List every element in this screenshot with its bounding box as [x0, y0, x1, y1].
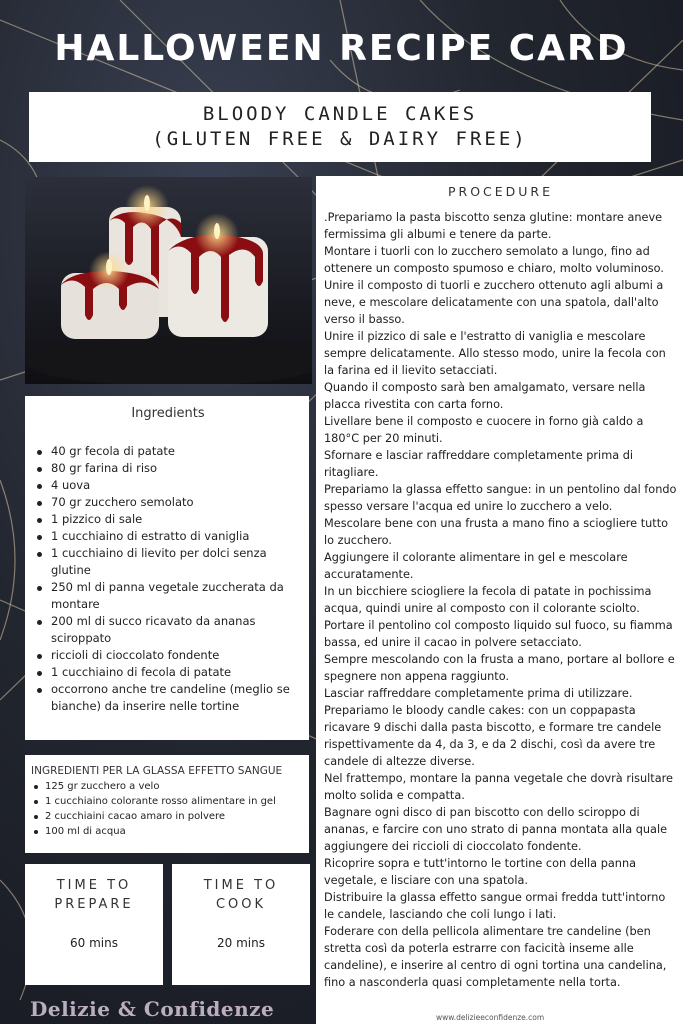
list-item: 1 cucchiaino di estratto di vaniglia [37, 528, 299, 545]
prepare-label [25, 876, 163, 914]
procedure-title: PROCEDURE [447, 184, 554, 199]
procedure-step: Aggiungere il colorante alimentare in gel e mescolare accuratamente. [324, 551, 628, 581]
list-item: 200 ml di succo ricavato da ananas sciroppato [37, 613, 299, 647]
page-title: HALLOWEEN RECIPE CARD [54, 28, 629, 69]
procedure-step: Quando il composto sarà ben amalgamato, versare nella placca rivestita con carta forno. [324, 381, 646, 411]
procedure-step: Unire il composto di tuorli e zucchero ottenuto agli albumi a neve, e mescolare delicatamente con una spatola, dall'alto verso il basso. [324, 279, 664, 326]
procedure-step: Foderare con della pellicola alimentare tre candeline (ben stretta così da poterla estrarre con facicità inseme alle candeline), e inserire al centro di ogni tortina una candelina, fino a nasconderla quasi completamente nella torta. [324, 925, 667, 989]
list-item: 4 uova [37, 477, 299, 494]
cook-label-line1: TIME TO [203, 878, 279, 893]
list-item: 2 cucchiaini cacao amaro in polvere [31, 809, 303, 824]
website-url: www.delizieeconfidenze.com [436, 1013, 545, 1022]
list-item: 70 gr zucchero semolato [37, 494, 299, 511]
candle-cakes-photo [25, 177, 312, 384]
glassa-title: INGREDIENTI PER LA GLASSA EFFETTO SANGUE [31, 765, 283, 777]
procedure-step: Sempre mescolando con la frusta a mano, portare al bollore e spegnere non appena raggiunto. [324, 653, 675, 683]
list-item: 80 gr farina di riso [37, 460, 299, 477]
time-to-cook-box [172, 864, 310, 985]
list-item: riccioli di cioccolato fondente [37, 647, 299, 664]
cook-value: 20 mins [217, 936, 265, 950]
procedure-step: Portare il pentolino col composto liquido sul fuoco, su fiamma bassa, ed unire il cacao in polvere setacciato. [324, 619, 673, 649]
brand-watermark: Delizie & Confidenze [30, 997, 275, 1021]
glassa-card [25, 755, 309, 853]
recipe-name: BLOODY CANDLE CAKES [202, 103, 478, 125]
glassa-list [31, 779, 303, 839]
list-item: occorrono anche tre candeline (meglio se bianche) da inserire nelle tortine [37, 681, 299, 715]
list-item: 1 cucchiaino di fecola di patate [37, 664, 299, 681]
list-item: 100 ml di acqua [31, 824, 303, 839]
list-item: 1 cucchiaino di lievito per dolci senza glutine [37, 545, 299, 579]
cook-label [172, 876, 310, 914]
procedure-step: In un bicchiere sciogliere la fecola di patate in pochissima acqua, quindi unire al composto con il colorante sciolto. [324, 585, 652, 615]
ingredients-card [25, 396, 309, 740]
procedure-step: Mescolare bene con una frusta a mano fino a sciogliere tutto lo zucchero. [324, 517, 669, 547]
recipe-subtitle: (GLUTEN FREE & DAIRY FREE) [152, 128, 528, 150]
list-item: 40 gr fecola di patate [37, 443, 299, 460]
procedure-card [316, 176, 683, 1024]
prepare-label-line1: TIME TO [56, 878, 132, 893]
list-item: 1 cucchiaino colorante rosso alimentare in gel [31, 794, 303, 809]
list-item: 125 gr zucchero a velo [31, 779, 303, 794]
procedure-step: Ricoprire sopra e tutt'intorno le tortine con della panna vegetale, e lisciare con una spatola. [324, 857, 637, 887]
procedure-step: Montare i tuorli con lo zucchero semolato a lungo, fino ad ottenere un composto spumoso e chiaro, molto voluminoso. [324, 245, 664, 275]
list-item: 250 ml di panna vegetale zuccherata da montare [37, 579, 299, 613]
list-item: 1 pizzico di sale [37, 511, 299, 528]
prepare-label-line2: PREPARE [54, 897, 134, 912]
recipe-title-box [29, 92, 651, 162]
procedure-step: Nel frattempo, montare la panna vegetale che dovrà risultare molto solida e compatta. [324, 772, 673, 802]
procedure-step: Unire il pizzico di sale e l'estratto di vaniglia e mescolare sempre delicatamente. Allo stesso modo, unire la fecola con la farina ed il lievito setacciati. [324, 330, 666, 377]
procedure-step: Prepariamo le bloody candle cakes: con un coppapasta ricavare 9 dischi dalla pasta biscotto, e formare tre candele rispettivamente da 4, da 3, e da 2 dischi, così da avere tre candele di altezze diverse. [324, 704, 662, 768]
procedure-step: Bagnare ogni disco di pan biscotto con dello sciroppo di ananas, e farcire con uno strato di panna montata alla quale aggiungere dei riccioli di cioccolato fondente. [324, 806, 668, 853]
procedure-step: Lasciar raffreddare completamente prima di utilizzare. [324, 687, 633, 700]
ingredients-list [37, 443, 299, 715]
procedure-step: Prepariamo la glassa effetto sangue: in un pentolino dal fondo spesso versare l'acqua ed unire lo zucchero a velo. [324, 483, 677, 513]
ingredients-title: Ingredients [131, 406, 205, 421]
procedure-step: Sfornare e lasciar raffreddare completamente prima di ritagliare. [324, 449, 634, 479]
time-to-prepare-box [25, 864, 163, 985]
prepare-value: 60 mins [70, 936, 118, 950]
procedure-step: Livellare bene il composto e cuocere in forno già caldo a 180°C per 20 minuti. [324, 415, 644, 445]
cook-label-line2: COOK [215, 897, 267, 912]
procedure-steps [324, 209, 677, 991]
procedure-step: Distribuire la glassa effetto sangue ormai fredda tutt'intorno le candele, lasciando che coli lungo i lati. [324, 891, 666, 921]
procedure-step: .Prepariamo la pasta biscotto senza glutine: montare aneve fermissima gli albumi e tenere da parte. [324, 211, 663, 241]
